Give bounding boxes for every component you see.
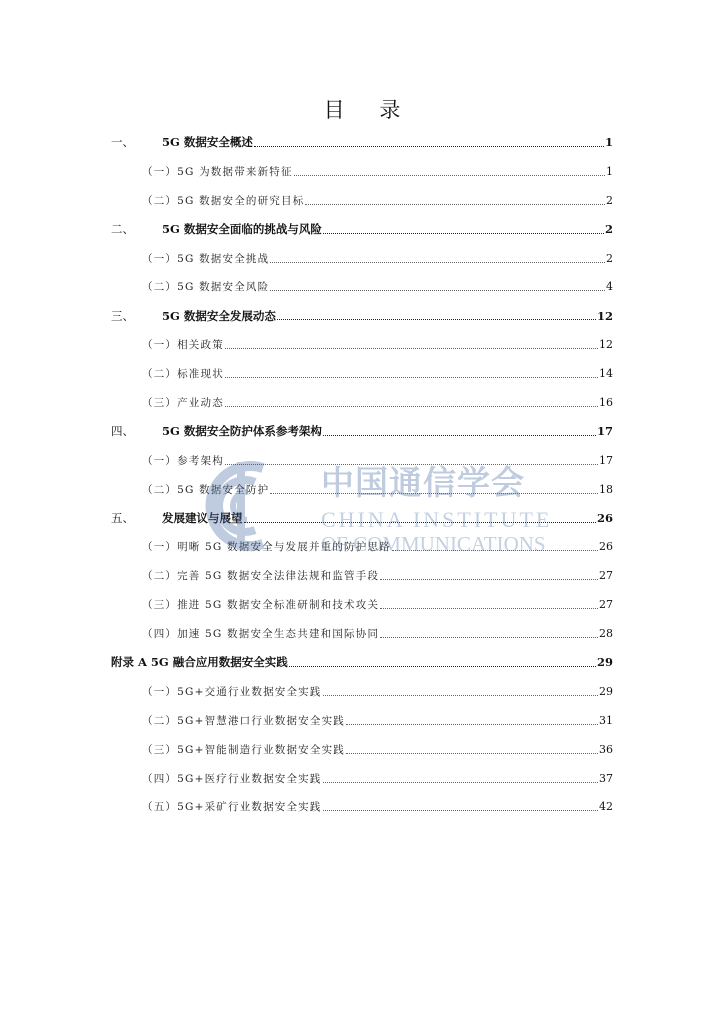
toc-page-number: 17 xyxy=(596,424,613,439)
toc-page-number: 36 xyxy=(599,742,613,756)
toc-section-entry[interactable] xyxy=(111,706,613,735)
toc-chapter-entry[interactable] xyxy=(111,504,613,533)
toc-dot-leader xyxy=(323,231,604,234)
toc-dot-leader xyxy=(305,202,605,205)
toc-entry-title: （二）完善 5G 数据安全法律法规和监管手段 xyxy=(142,570,380,583)
toc-dot-leader xyxy=(323,693,598,696)
toc-dot-leader xyxy=(270,288,605,291)
toc-chapter-number: 四、 xyxy=(111,424,134,439)
toc-chapter-number: 一、 xyxy=(111,135,134,150)
toc-entry-title: （一）相关政策 xyxy=(142,339,224,352)
toc-section-entry[interactable] xyxy=(111,157,613,186)
toc-dot-leader xyxy=(346,722,598,725)
toc-entry-title: （二）5G 数据安全风险 xyxy=(142,281,270,294)
toc-section-entry[interactable] xyxy=(111,792,613,821)
toc-dot-leader xyxy=(380,577,598,580)
toc-entry-title: （四）加速 5G 数据安全生态共建和国际协同 xyxy=(142,628,380,641)
toc-page-number: 2 xyxy=(604,222,613,237)
toc-page-number: 31 xyxy=(599,713,613,727)
toc-dot-leader xyxy=(380,635,598,638)
toc-page-number: 12 xyxy=(599,338,613,352)
toc-chapter-number: 五、 xyxy=(111,511,134,526)
toc-page-number: 16 xyxy=(599,395,613,409)
toc-section-entry[interactable] xyxy=(111,677,613,706)
toc-section-entry[interactable] xyxy=(111,272,613,301)
toc-section-entry[interactable] xyxy=(111,388,613,417)
toc-section-entry[interactable] xyxy=(111,244,613,273)
toc-dot-leader xyxy=(346,751,598,754)
toc-page-number: 2 xyxy=(606,251,613,265)
toc-dot-leader xyxy=(270,260,605,263)
table-of-contents xyxy=(111,128,613,821)
toc-page-number: 1 xyxy=(604,135,613,150)
toc-page-number: 1 xyxy=(606,164,613,178)
toc-section-entry[interactable] xyxy=(111,590,613,619)
toc-dot-leader xyxy=(277,317,596,320)
toc-page-number: 4 xyxy=(606,280,613,294)
toc-dot-leader xyxy=(225,462,598,465)
watermark-en-line1: CHINA INSTITUTE xyxy=(321,507,553,532)
toc-entry-title: 5G 数据安全面临的挑战与风险 xyxy=(162,222,322,237)
toc-dot-leader xyxy=(289,664,596,667)
toc-dot-leader xyxy=(323,433,596,436)
toc-page-number: 26 xyxy=(596,511,613,526)
toc-section-entry[interactable] xyxy=(111,446,613,475)
page-title: 目 录 xyxy=(323,98,415,122)
toc-appendix-entry[interactable] xyxy=(111,648,613,677)
toc-section-entry[interactable] xyxy=(111,735,613,764)
toc-entry-title: （三）产业动态 xyxy=(142,396,224,409)
toc-page-number: 37 xyxy=(599,771,613,785)
toc-section-entry[interactable] xyxy=(111,764,613,793)
toc-entry-title: 发展建议与展望 xyxy=(162,511,243,526)
toc-chapter-entry[interactable] xyxy=(111,301,613,330)
toc-dot-leader xyxy=(225,375,598,378)
toc-page-number: 26 xyxy=(599,540,613,554)
toc-chapter-number: 二、 xyxy=(111,222,134,237)
toc-page-number: 29 xyxy=(599,684,613,698)
toc-entry-title: 5G 数据安全发展动态 xyxy=(162,308,276,323)
toc-page-number: 18 xyxy=(599,482,613,496)
toc-page-number: 42 xyxy=(599,800,613,814)
toc-chapter-entry[interactable] xyxy=(111,215,613,244)
toc-entry-title: （一）5G 为数据带来新特征 xyxy=(142,165,293,178)
toc-chapter-entry[interactable] xyxy=(111,417,613,446)
toc-entry-title: （二）标准现状 xyxy=(142,368,224,381)
toc-section-entry[interactable] xyxy=(111,561,613,590)
toc-page-number: 17 xyxy=(599,453,613,467)
toc-section-entry[interactable] xyxy=(111,475,613,504)
toc-entry-title: （一）5G+交通行业数据安全实践 xyxy=(142,685,322,698)
toc-page-number: 27 xyxy=(599,598,613,612)
toc-section-entry[interactable] xyxy=(111,330,613,359)
toc-dot-leader xyxy=(323,780,598,783)
toc-dot-leader xyxy=(225,404,598,407)
toc-entry-title: （二）5G 数据安全的研究目标 xyxy=(142,194,305,207)
toc-page-number: 27 xyxy=(599,569,613,583)
toc-section-entry[interactable] xyxy=(111,532,613,561)
toc-page-number: 29 xyxy=(596,655,613,670)
toc-chapter-entry[interactable] xyxy=(111,128,613,157)
toc-entry-title: 附录 A 5G 融合应用数据安全实践 xyxy=(111,655,288,670)
toc-section-entry[interactable] xyxy=(111,619,613,648)
toc-entry-title: （三）推进 5G 数据安全标准研制和技术攻关 xyxy=(142,599,380,612)
toc-dot-leader xyxy=(323,808,598,811)
toc-entry-title: （一）明晰 5G 数据安全与发展并重的防护思路 xyxy=(142,541,391,554)
toc-dot-leader xyxy=(225,346,598,349)
toc-entry-title: 5G 数据安全概述 xyxy=(162,135,253,150)
toc-section-entry[interactable] xyxy=(111,186,613,215)
toc-entry-title: 5G 数据安全防护体系参考架构 xyxy=(162,424,322,439)
toc-page-number: 28 xyxy=(599,627,613,641)
toc-entry-title: （一）5G 数据安全挑战 xyxy=(142,252,270,265)
toc-entry-title: （四）5G+医疗行业数据安全实践 xyxy=(142,772,322,785)
toc-dot-leader xyxy=(244,520,596,523)
toc-dot-leader xyxy=(254,144,604,147)
watermark-cn-name: 中国通信学会 xyxy=(321,463,525,502)
toc-entry-title: （二）5G 数据安全防护 xyxy=(142,483,270,496)
toc-dot-leader xyxy=(392,548,598,551)
toc-chapter-number: 三、 xyxy=(111,308,134,323)
toc-entry-title: （五）5G+采矿行业数据安全实践 xyxy=(142,801,322,814)
toc-page-number: 14 xyxy=(599,367,613,381)
toc-section-entry[interactable] xyxy=(111,359,613,388)
watermark-en-line2: OF COMMUNICATIONS xyxy=(321,532,546,556)
toc-dot-leader xyxy=(294,173,605,176)
toc-page-number: 12 xyxy=(596,308,613,323)
toc-entry-title: （一）参考架构 xyxy=(142,454,224,467)
toc-page-number: 2 xyxy=(606,193,613,207)
toc-entry-title: （三）5G+智能制造行业数据安全实践 xyxy=(142,743,345,756)
toc-entry-title: （二）5G+智慧港口行业数据安全实践 xyxy=(142,714,345,727)
toc-dot-leader xyxy=(270,491,598,494)
toc-dot-leader xyxy=(380,606,598,609)
